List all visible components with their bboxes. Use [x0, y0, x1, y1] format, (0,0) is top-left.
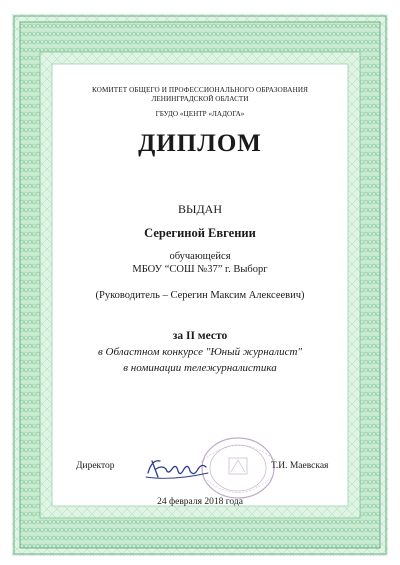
committee-line-1: КОМИТЕТ ОБЩЕГО И ПРОФЕССИОНАЛЬНОГО ОБРАЗОВАНИЯ: [91, 86, 309, 94]
organization-name: ГБУДО «ЦЕНТР «ЛАДОГА»: [155, 110, 245, 118]
director-name: Т.И. Маевская: [271, 461, 329, 471]
director-signature: [142, 451, 212, 485]
diploma-title: ДИПЛОМ: [138, 130, 262, 157]
recipient-name: Серегиной Евгении: [144, 226, 256, 240]
award-place: за II место: [172, 330, 228, 342]
contest-name: в Областном конкурсе "Юный журналист": [97, 346, 303, 358]
student-label: обучающейся: [169, 251, 231, 262]
issue-date: 24 февраля 2018 года: [157, 497, 243, 507]
school-name: МБОУ “СОШ №37” г. Выборг: [132, 264, 268, 275]
nomination-name: в номинации тележурналистика: [123, 362, 277, 374]
issued-label: ВЫДАН: [178, 202, 222, 216]
director-label: Директор: [76, 461, 115, 471]
leader-name: (Руководитель – Серегин Максим Алексеевич): [95, 290, 305, 301]
committee-line-2: ЛЕНИНГРАДСКОЙ ОБЛАСТИ: [151, 95, 249, 103]
